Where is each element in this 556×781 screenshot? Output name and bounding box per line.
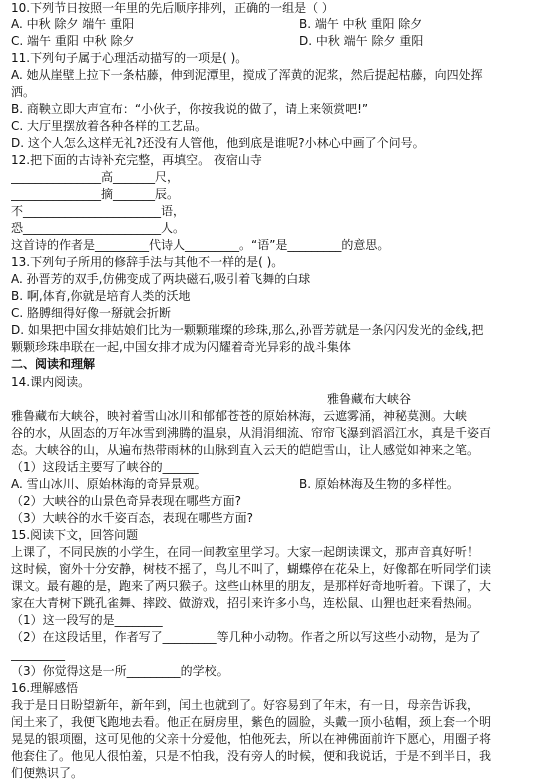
q12-poem-line2: _______________摘_______辰。 xyxy=(11,187,180,201)
q16-passage-line5: 们便熟识了。 xyxy=(11,766,84,780)
q10-option-b: B. 端午 中秋 重阳 除夕 xyxy=(299,17,423,31)
q14-passage-line2: 谷的水，从固态的万年冰雪到沸腾的温泉，从涓涓细流、帘帘飞瀑到滔滔江水，真是千姿百 xyxy=(11,426,492,440)
q13-option-c: C. 胳膊细得好像一掰就会折断 xyxy=(11,306,172,320)
q12-poem-line3: 不_______________________语， xyxy=(11,204,186,218)
q13-stem: 13.下列句子所用的修辞手法与其他不一样的是( )。 xyxy=(11,255,284,269)
q11-option-b: B. 商鞅立即大声宣布：“小伙子，你按我说的做了，请上来领赏吧!” xyxy=(11,102,369,116)
section-heading: 二、阅读和理解 xyxy=(11,357,96,371)
q16-passage-line1: 我于是日日盼望新年，新年到，闰土也就到了。好容易到了年末，有一日，母亲告诉我， xyxy=(11,698,480,712)
q10-option-c: C. 端午 重阳 中秋 除夕 xyxy=(11,34,135,48)
q11-option-d: D. 这个人怎么这样无礼?还没有人管他，他到底是谁呢?小林心中画了个问号。 xyxy=(11,136,425,150)
q10-options-row2 xyxy=(11,33,552,49)
q14-passage-line1: 雅鲁藏布大峡谷，映衬着雪山冰川和郁郁苍苍的原始林海，云遮雾涌，神秘莫测。大峡 xyxy=(11,409,468,423)
q14-passage-title: 雅鲁藏布大峡谷 xyxy=(326,392,411,406)
q14-sub1-options xyxy=(11,476,552,492)
q15-sub1: （1）这一段写的是________ xyxy=(11,613,163,627)
q11-option-c: C. 大厅里摆放着各种各样的工艺品。 xyxy=(11,119,208,133)
q13-option-a: A. 孙晋芳的双手,仿佛变成了两块磁石,吸引着飞舞的白球 xyxy=(11,272,311,286)
q15-sub2: （2）在这段话里，作者写了_________等几种小动物。作者之所以写这些小动物，是为了 xyxy=(11,630,481,644)
q15-sub3: （3）你觉得这是一所_________的学校。 xyxy=(11,664,229,678)
q14-stem: 14.课内阅读。 xyxy=(11,375,91,389)
q16-stem: 16.理解感悟 xyxy=(11,681,79,695)
q14-sub1-option-b: B. 原始林海及生物的多样性。 xyxy=(299,477,459,491)
q11-option-a-line2: 洒。 xyxy=(11,85,36,99)
q11-stem: 11.下列句子属于心理活动描写的一项是( )。 xyxy=(11,51,248,65)
q14-sub1-option-a: A. 雪山冰川、原始林海的奇异景观。 xyxy=(11,477,207,491)
q12-poem-line4: 恐_______________________人。 xyxy=(11,221,186,235)
q12-stem: 12.把下面的古诗补充完整，再填空。 夜宿山寺 xyxy=(11,153,262,167)
q16-passage-line3: 晃晃的银项圈，这可见他的父亲十分爱他，怕他死去，所以在神佛面前许下愿心，用圈子将 xyxy=(11,732,492,746)
q14-sub2: （2）大峡谷的山景色奇异表现在哪些方面? xyxy=(11,494,242,508)
q11-option-a-line1: A. 她从崖壁上拉下一条枯藤，伸到泥潭里，搅成了浑黄的泥浆，然后提起枯藤，向四处挥 xyxy=(11,68,483,82)
q12-poem-line1: _______________高_______尺， xyxy=(11,170,180,184)
q10-stem: 10.下列节日按照一年里的先后顺序排列，正确的一组是（ ） xyxy=(11,1,334,15)
q14-sub1: （1）这段话主要写了峡谷的______ xyxy=(11,460,199,474)
q15-sub2-blank: _________ xyxy=(11,647,65,661)
q15-passage-line2: 这时候，窗外十分安静，树枝不摇了，鸟儿不叫了，蝴蝶停在花朵上，好像都在听同学们读 xyxy=(11,562,492,576)
q16-passage-line4: 他套住了。他见人很怕羞，只是不怕我，没有旁人的时候，便和我说话，于是不到半日，我 xyxy=(11,749,492,763)
q10-options-row1 xyxy=(11,16,552,32)
q16-passage-line2: 闰土来了，我便飞跑地去看。他正在厨房里，紫色的圆脸，头戴一顶小毡帽，颈上套一个明 xyxy=(11,715,492,729)
q13-option-d-line1: D. 如果把中国女排姑娘们比为一颗颗璀璨的珍珠,那么,孙晋芳就是一条闪闪发光的金线,把 xyxy=(11,323,484,337)
q15-passage-line3: 课文。最有趣的是，跑来了两只猴子。这些山林里的朋友，是那样好奇地听着。下课了，大 xyxy=(11,579,492,593)
q10-option-a: A. 中秋 除夕 端午 重阳 xyxy=(11,17,135,31)
q12-author-blank: 这首诗的作者是_________代诗人_________。“语”是_________的意思。 xyxy=(11,238,390,252)
q13-option-b: B. 啊,体育,你就是培育人类的沃地 xyxy=(11,289,191,303)
q13-option-d-line2: 颗颗珍珠串联在一起,中国女排才成为闪耀着奇光异彩的战斗集体 xyxy=(11,340,351,354)
q15-passage-line4: 家在大青树下跳孔雀舞、摔跤、做游戏，招引来许多小鸟，连松鼠、山狸也赶来看热闹。 xyxy=(11,596,480,610)
q15-passage-line1: 上课了，不同民族的小学生，在同一间教室里学习。大家一起朗读课文，那声音真好听！ xyxy=(11,545,480,559)
q10-option-d: D. 中秋 端午 除夕 重阳 xyxy=(299,34,424,48)
q14-sub3: （3）大峡谷的水千姿百态，表现在哪些方面? xyxy=(11,511,254,525)
q14-passage-line3: 态。大峡谷的山，从遍布热带雨林的山脉到直入云天的皑皑雪山，让人感觉如神来之笔。 xyxy=(11,443,480,457)
q15-stem: 15.阅读下文，回答问题 xyxy=(11,528,139,542)
